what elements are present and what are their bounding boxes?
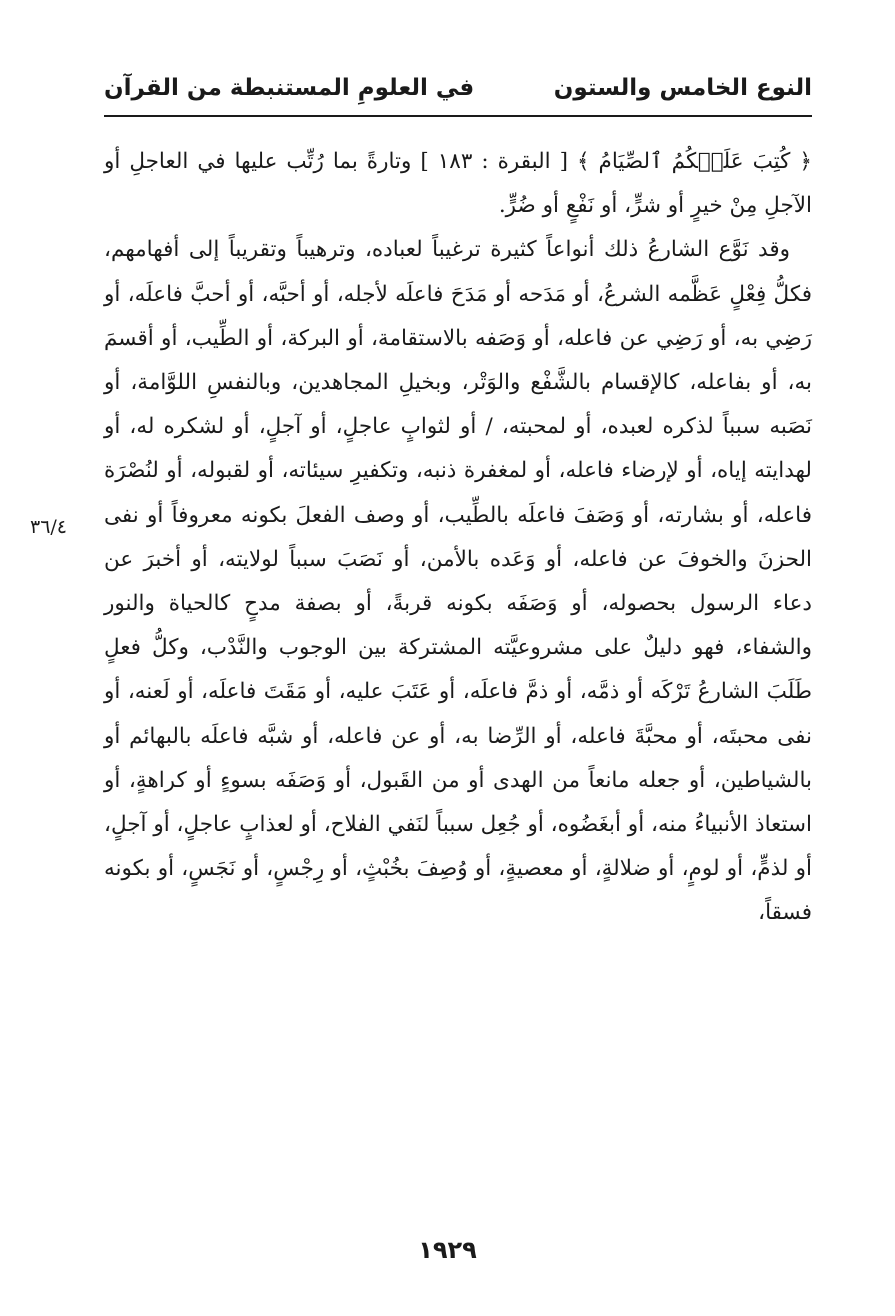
page-number: ١٩٢٩ (418, 1236, 477, 1264)
header-divider (104, 115, 812, 117)
chapter-title: النوع الخامس والستون (553, 75, 812, 101)
main-text (104, 140, 812, 936)
book-section-title: في العلومِ المستنبطة من القرآن (104, 75, 475, 101)
paragraph-continuation: ﴿ كُتِبَ عَلَيۡكُمُ ٱلصِّيَامُ ﴾ [ البقرة : ١٨٣ ] وتارةً بما رُتِّب عليها في العاجلِ أو الآجلِ مِنْ خيرٍ أو شرٍّ، أو نَفْعٍ أو ضُرٍّ. (104, 149, 812, 219)
running-header (104, 64, 812, 112)
paragraph: وقد نَوَّع الشارعُ ذلك أنواعاً كثيرة ترغيباً لعباده، وترهيباً وتقريباً إلى أفهامهم، فكلُّ فِعْلٍ عَظَّمه الشرعُ، أو مَدَحه أو مَدَحَ فاعلَه لأجله، أو أحبَّه، أو أحبَّ فاعلَه، أو رَضِي به، أو رَضِي عن فاعله، أو وَصَفه بالاستقامة، أو البركة، أو الطِّيب، أو أقسمَ به، أو بفاعله، كالإقسام بالشَّفْع والوَتْر، وبخيلِ المجاهدين، وبالنفسِ اللوَّامة، أو نَصَبه سبباً لذكره لعبده، أو لمحبته، / أو لثوابٍ عاجلٍ، أو آجلٍ، أو لشكره له، أو لهدايته إياه، أو لإرضاء فاعله، أو لمغفرة ذنبه، وتكفيرِ سيئاته، أو لقبوله، أو لنُصْرَة فاعله، أو بشارته، أو وَصَفَ فاعلَه بالطِّيب، أو وصف الفعلَ بكونه معروفاً أو نفى الحزنَ والخوفَ عن فاعله، أو وَعَده بالأمن، أو نَصَبَ سبباً لولايته، أو أخبرَ عن دعاء الرسول بحصوله، أو وَصَفَه بكونه قربةً، أو بصفة مدحٍ كالحياة والنور والشفاء، فهو دليلٌ على مشروعيَّته المشتركة بين الوجوب والنَّدْب، وكلُّ فعلٍ طَلَبَ الشارعُ تَرْكَه أو ذمَّه، أو ذمَّ فاعلَه، أو عَتَبَ عليه، أو مَقَتَ فاعلَه، أو لَعنه، أو نفى محبتَه، أو محبَّةَ فاعله، أو الرِّضا به، أو عن فاعله، أو شبَّه فاعلَه بالبهائم أو بالشياطين، أو جعله مانعاً من الهدى أو من القَبول، أو وَصَفَه بسوءٍ أو كراهةٍ، أو استعاذ الأنبياءُ منه، أو أبغَضُوه، أو جُعِل سبباً لنَفي الفلاح، أو لعذابٍ عاجلٍ، أو آجلٍ، أو لذمٍّ، أو لومٍ، أو ضلالةٍ، أو معصيةٍ، أو وُصِفَ بخُبْثٍ، أو رِجْسٍ، أو نَجَسٍ، أو بكونه فسقاً، (104, 237, 812, 926)
manuscript-page-reference: ٣٦/٤ (30, 516, 68, 538)
